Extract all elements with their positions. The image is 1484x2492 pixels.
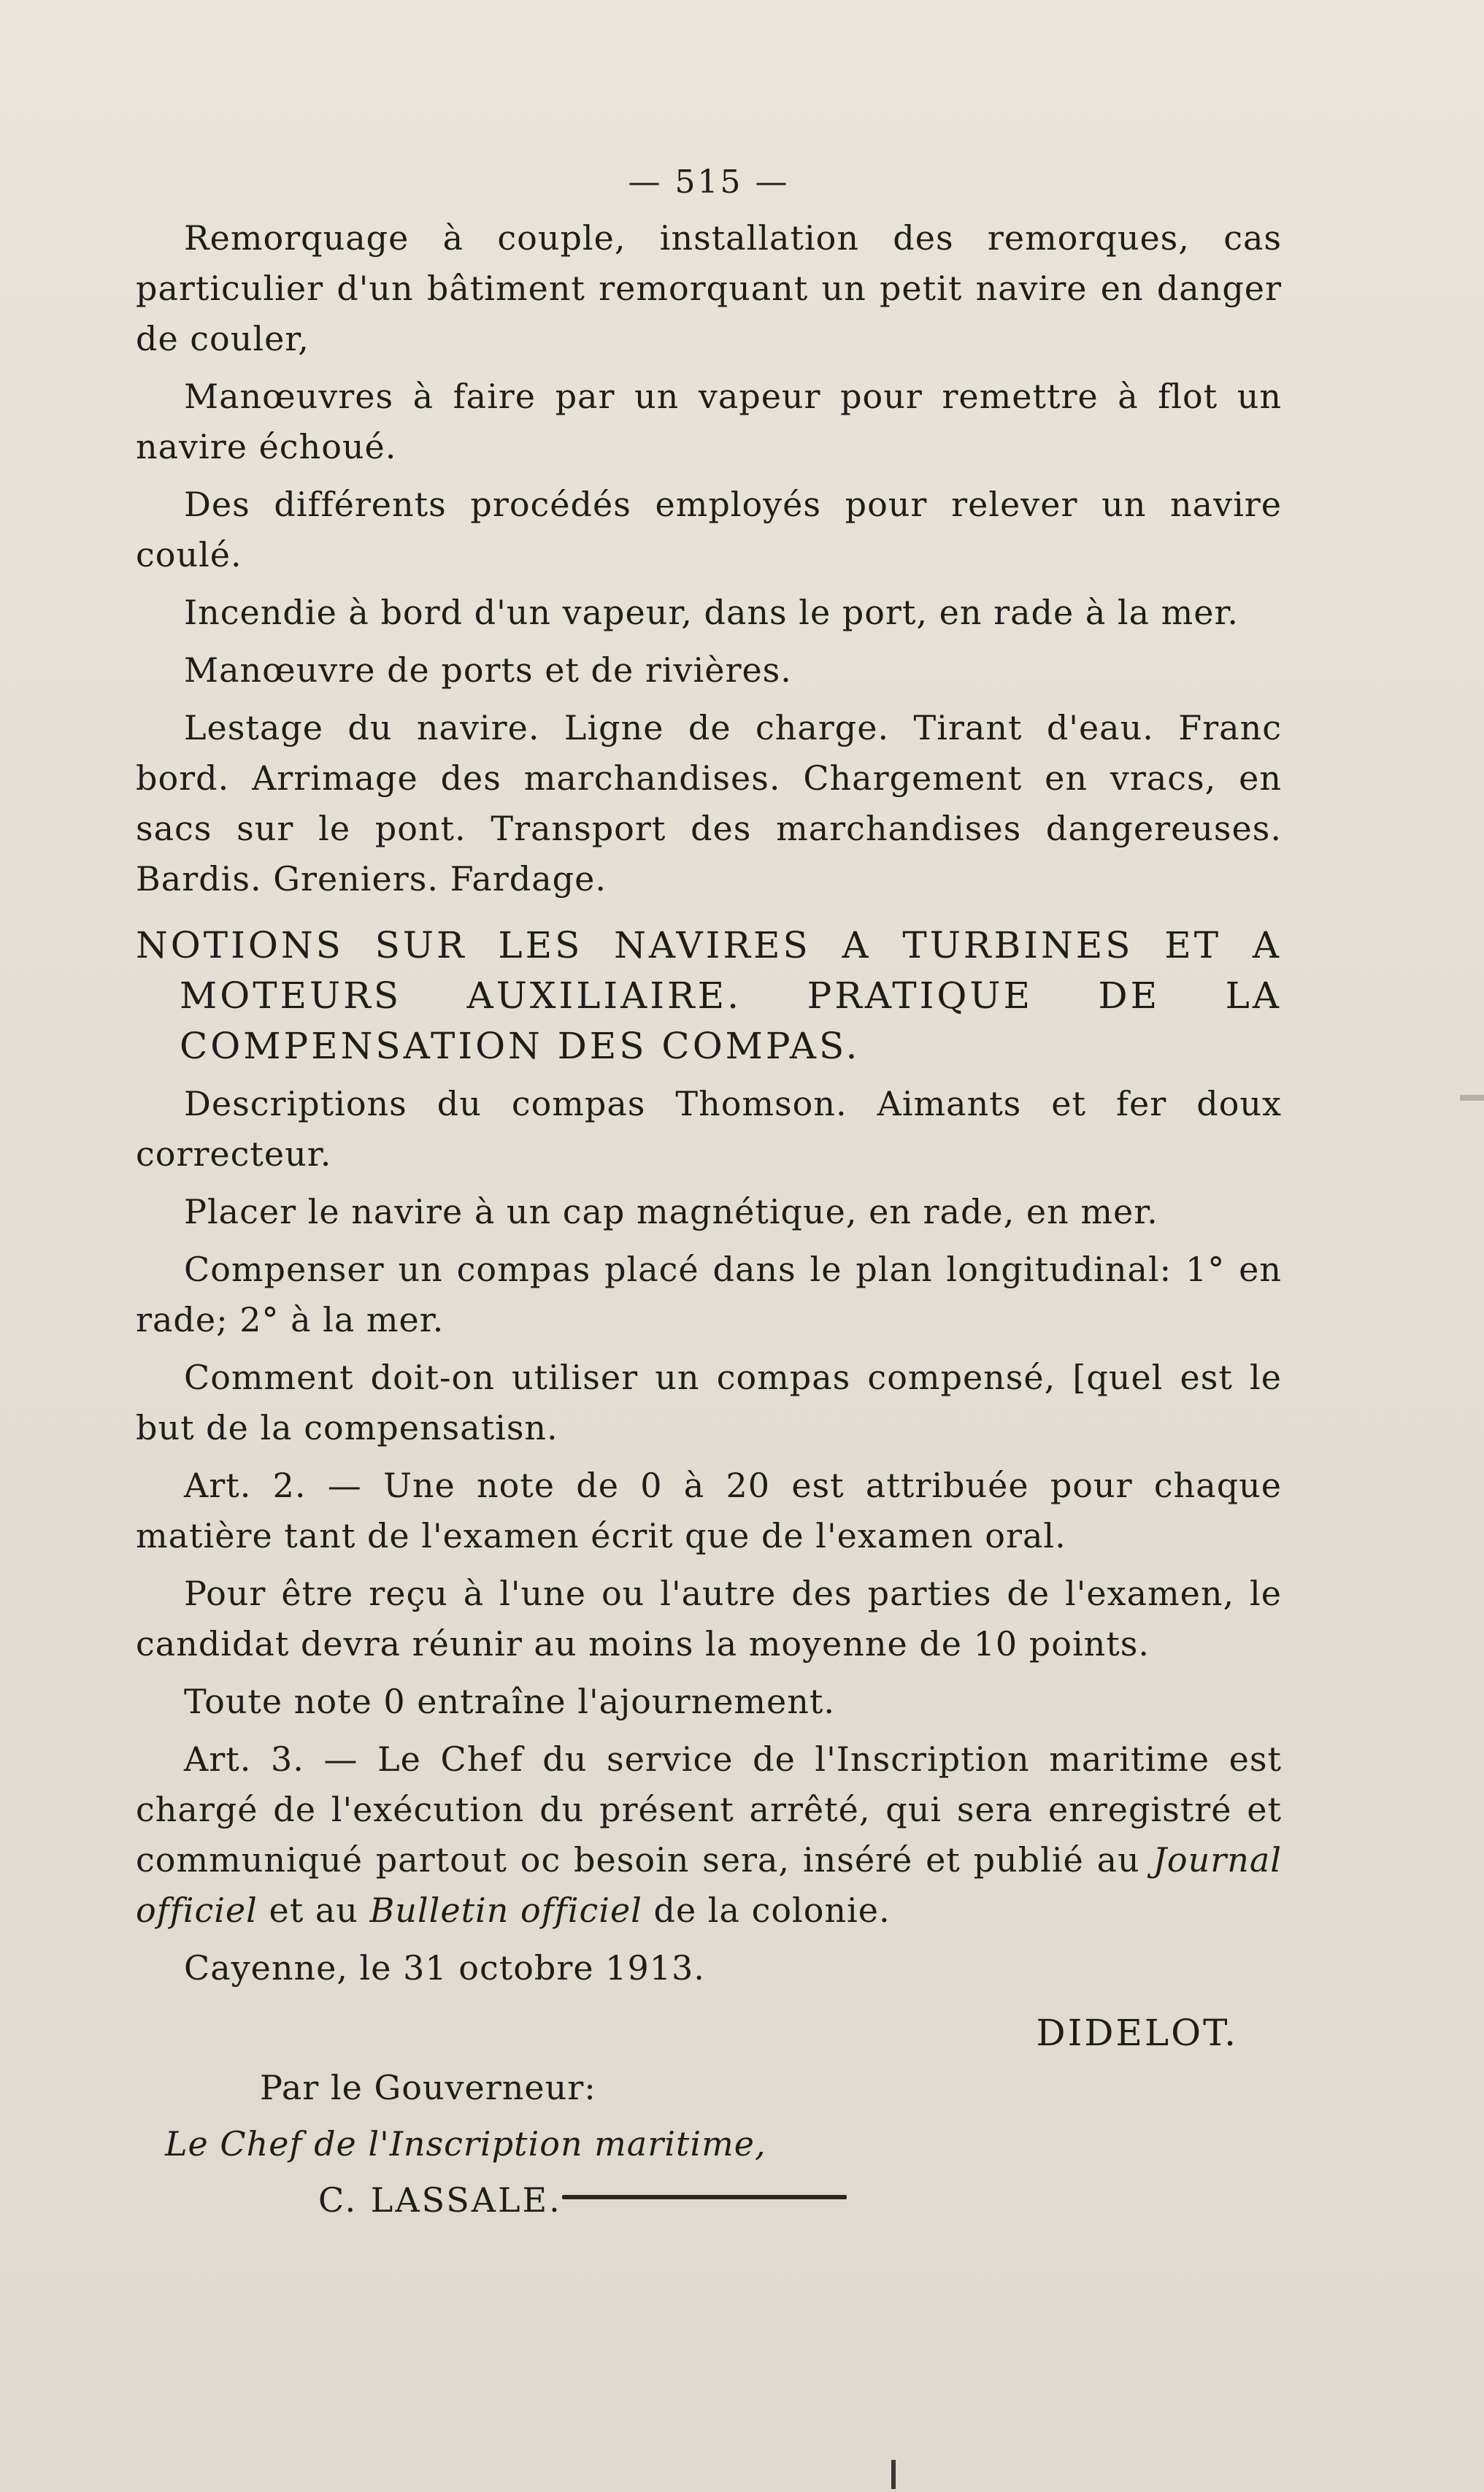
article-3 [136, 1734, 1282, 1936]
paragraph: Des différents procédés employés pour relever un navire coulé. [136, 485, 1282, 574]
paragraph: Descriptions du compas Thomson. Aimants et fer doux correcteur. [136, 1084, 1282, 1174]
paragraph: Manœuvres à faire par un vapeur pour remettre à flot un navire échoué. [136, 377, 1282, 466]
paragraph: Toute note 0 entraîne l'ajournement. [184, 1682, 836, 1721]
journal-officiel: Journal officiel [136, 1840, 1282, 1930]
article-2: Art. 2. — Une note de 0 à 20 est attribuée pour chaque matière tant de l'examen écrit que de l'examen oral. [136, 1466, 1282, 1555]
signatory-role: Le Chef de l'Inscription maritime, [165, 2124, 766, 2164]
signature: DIDELOT. [1036, 2012, 1238, 2054]
signatory-name: C. LASSALE. [318, 2180, 562, 2220]
closing-rule [562, 2195, 847, 2199]
date-line: Cayenne, le 31 octobre 1913. [184, 1948, 705, 1988]
paragraph: Lestage du navire. Ligne de charge. Tirant d'eau. Franc bord. Arrimage des marchandises. Chargement en vracs, en sacs sur le pont. Transport des marchandises dangereuses. Bardis. Greniers. Fardage. [136, 708, 1282, 899]
text-column [136, 157, 1282, 2226]
bottom-mark [891, 2460, 896, 2489]
paragraph: Incendie à bord d'un vapeur, dans le port, en rade à la mer. [184, 593, 1239, 632]
paragraph: Pour être reçu à l'une ou l'autre des parties de l'examen, le candidat devra réunir au moins la moyenne de 10 points. [136, 1574, 1282, 1664]
page-number: — 515 — [628, 164, 790, 201]
paragraph: Manœuvre de ports et de rivières. [184, 650, 792, 690]
section-heading: NOTIONS SUR LES NAVIRES A TURBINES ET A MOTEURS AUXILIAIRE. PRATIQUE DE LA COMPENSATION DES COMPAS. [136, 924, 1282, 1067]
margin-mark [1460, 1095, 1484, 1101]
article-3-text-middle: et au [257, 1891, 370, 1930]
article-3-text-before: Art. 3. — Le Chef du service de l'Inscription maritime est chargé de l'exécution du présent arrêté, qui sera enregistré et communiqué partout oc besoin sera, inséré et publié au [136, 1739, 1282, 1880]
bulletin-officiel: Bulletin officiel [369, 1891, 642, 1930]
paragraph: Placer le navire à un cap magnétique, en rade, en mer. [184, 1192, 1158, 1231]
article-3-text-after: de la colonie. [642, 1891, 891, 1930]
paragraph: Compenser un compas placé dans le plan longitudinal: 1° en rade; 2° à la mer. [136, 1250, 1282, 1339]
paragraph: Remorquage à couple, installation des remorques, cas particulier d'un bâtiment remorquant un petit navire en danger de couler, [136, 218, 1282, 358]
par-le-gouverneur: Par le Gouverneur: [260, 2068, 596, 2107]
paragraph: Comment doit-on utiliser un compas compensé, [quel est le but de la compensatisn. [136, 1358, 1282, 1447]
